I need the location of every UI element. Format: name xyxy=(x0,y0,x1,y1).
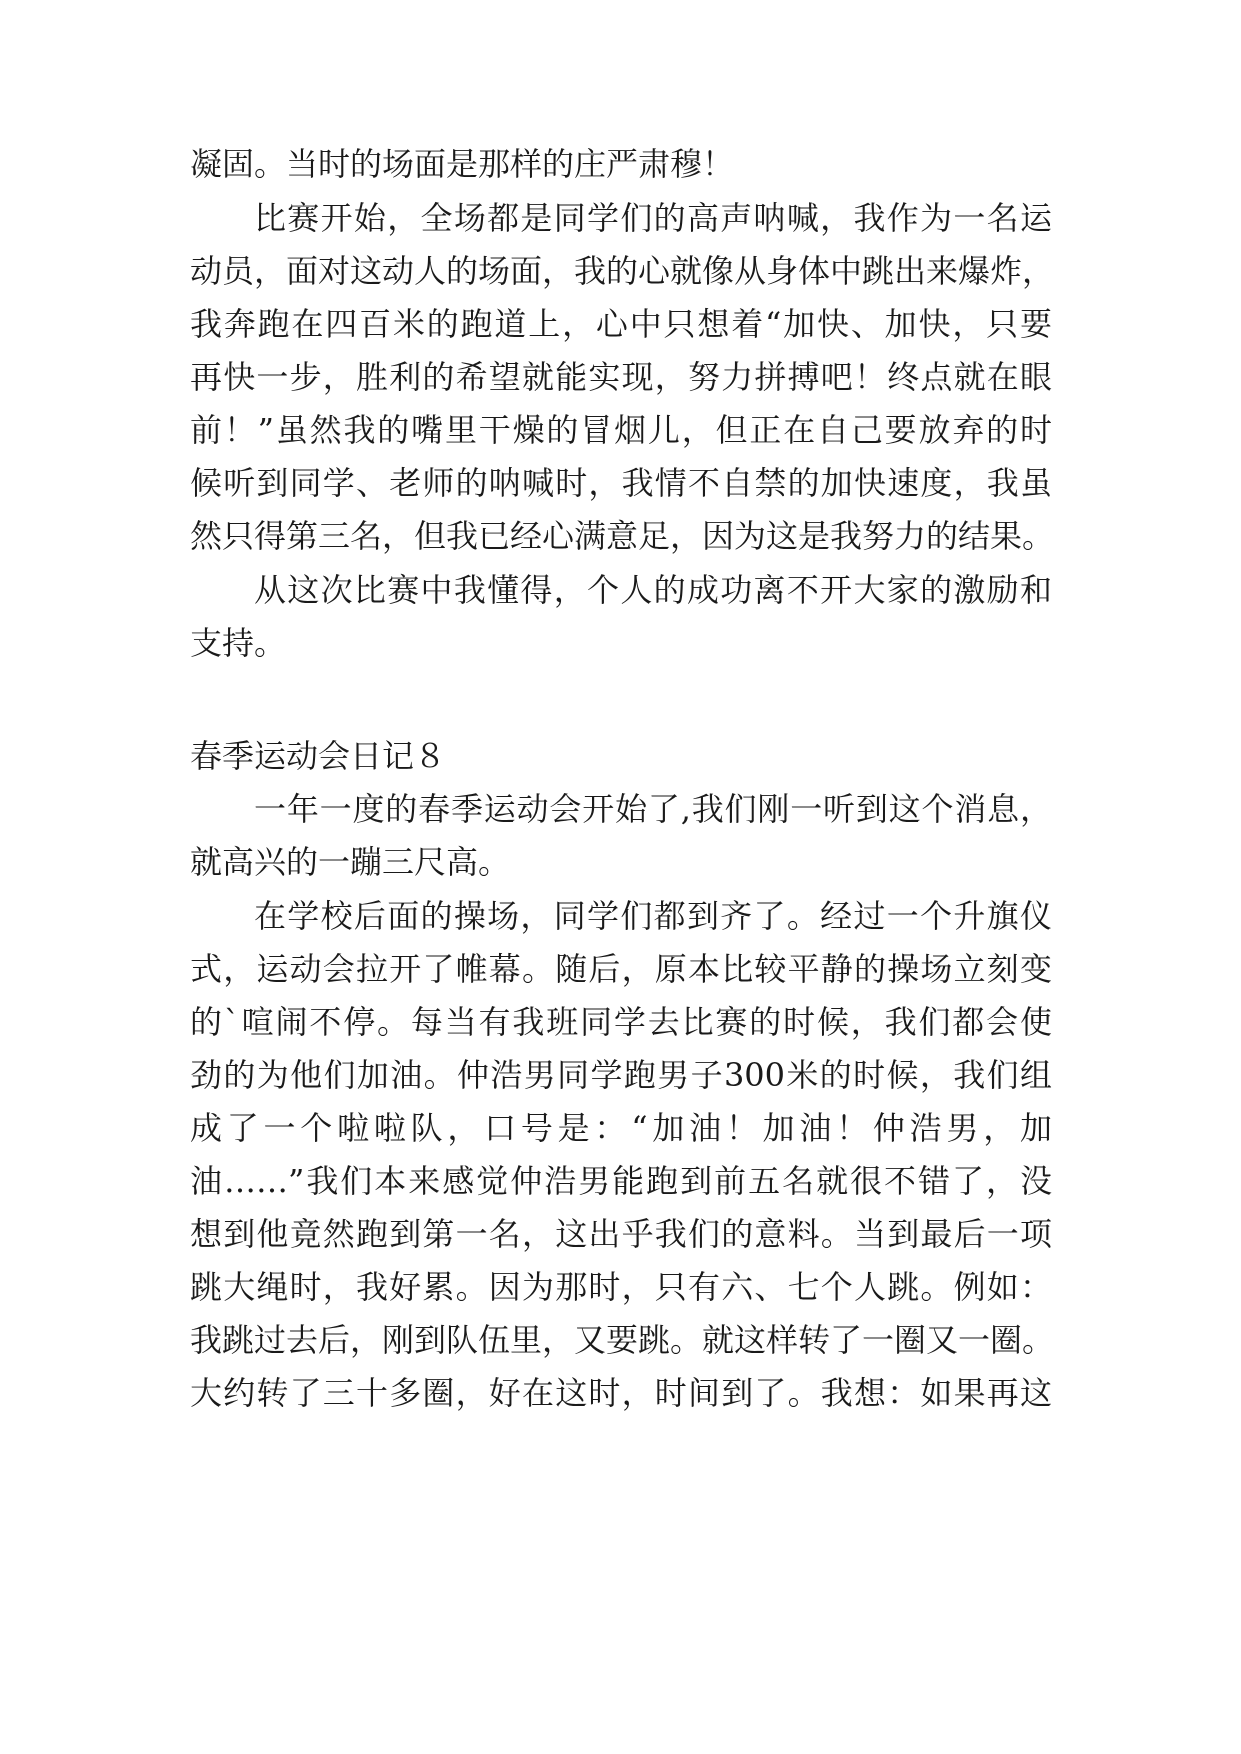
paragraph-line: 前！”虽然我的嘴里干燥的冒烟儿，但正在自己要放弃的时 xyxy=(190,411,1052,449)
paragraph-line: 想到他竟然跑到第一名，这出乎我们的意料。当到最后一项 xyxy=(190,1215,1052,1253)
paragraph-line: 劲的为他们加油。仲浩男同学跑男子300米的时候，我们组 xyxy=(190,1056,1052,1094)
section-heading: 春季运动会日记８ xyxy=(190,737,447,775)
paragraph-line: 我奔跑在四百米的跑道上，心中只想着“加快、加快，只要 xyxy=(190,305,1052,343)
paragraph-line: 式，运动会拉开了帷幕。随后，原本比较平静的操场立刻变 xyxy=(190,950,1052,988)
paragraph-line: 支持。 xyxy=(190,624,287,662)
paragraph-line: 然只得第三名，但我已经心满意足，因为这是我努力的结果。 xyxy=(190,517,1055,555)
paragraph-line: 候听到同学、老师的呐喊时，我情不自禁的加快速度，我虽 xyxy=(190,464,1052,502)
paragraph-line: 在学校后面的操场，同学们都到齐了。经过一个升旗仪 xyxy=(254,897,1052,935)
paragraph-line: 的`喧闹不停。每当有我班同学去比赛的时候，我们都会使 xyxy=(190,1003,1052,1041)
paragraph-line: 跳大绳时，我好累。因为那时，只有六、七个人跳。例如： xyxy=(190,1268,1052,1306)
paragraph-line: 动员，面对这动人的场面，我的心就像从身体中跳出来爆炸， xyxy=(190,252,1055,290)
paragraph-line: 油……”我们本来感觉仲浩男能跑到前五名就很不错了，没 xyxy=(190,1162,1052,1200)
paragraph-line: 大约转了三十多圈，好在这时，时间到了。我想：如果再这 xyxy=(190,1374,1052,1412)
paragraph-line: 我跳过去后，刚到队伍里，又要跳。就这样转了一圈又一圈。 xyxy=(190,1321,1055,1359)
paragraph-line: 成了一个啦啦队，口号是：“加油！加油！仲浩男，加 xyxy=(190,1109,1052,1147)
paragraph-line: 从这次比赛中我懂得，个人的成功离不开大家的激励和 xyxy=(254,571,1052,609)
paragraph-line: 比赛开始，全场都是同学们的高声呐喊，我作为一名运 xyxy=(254,199,1052,237)
paragraph-line: 再快一步，胜利的希望就能实现，努力拼搏吧！终点就在眼 xyxy=(190,358,1052,396)
paragraph-line: 一年一度的春季运动会开始了,我们刚一听到这个消息， xyxy=(254,790,1052,828)
paragraph-line: 就高兴的一蹦三尺高。 xyxy=(190,843,511,881)
paragraph-line: 凝固。当时的场面是那样的庄严肃穆！ xyxy=(190,145,735,183)
